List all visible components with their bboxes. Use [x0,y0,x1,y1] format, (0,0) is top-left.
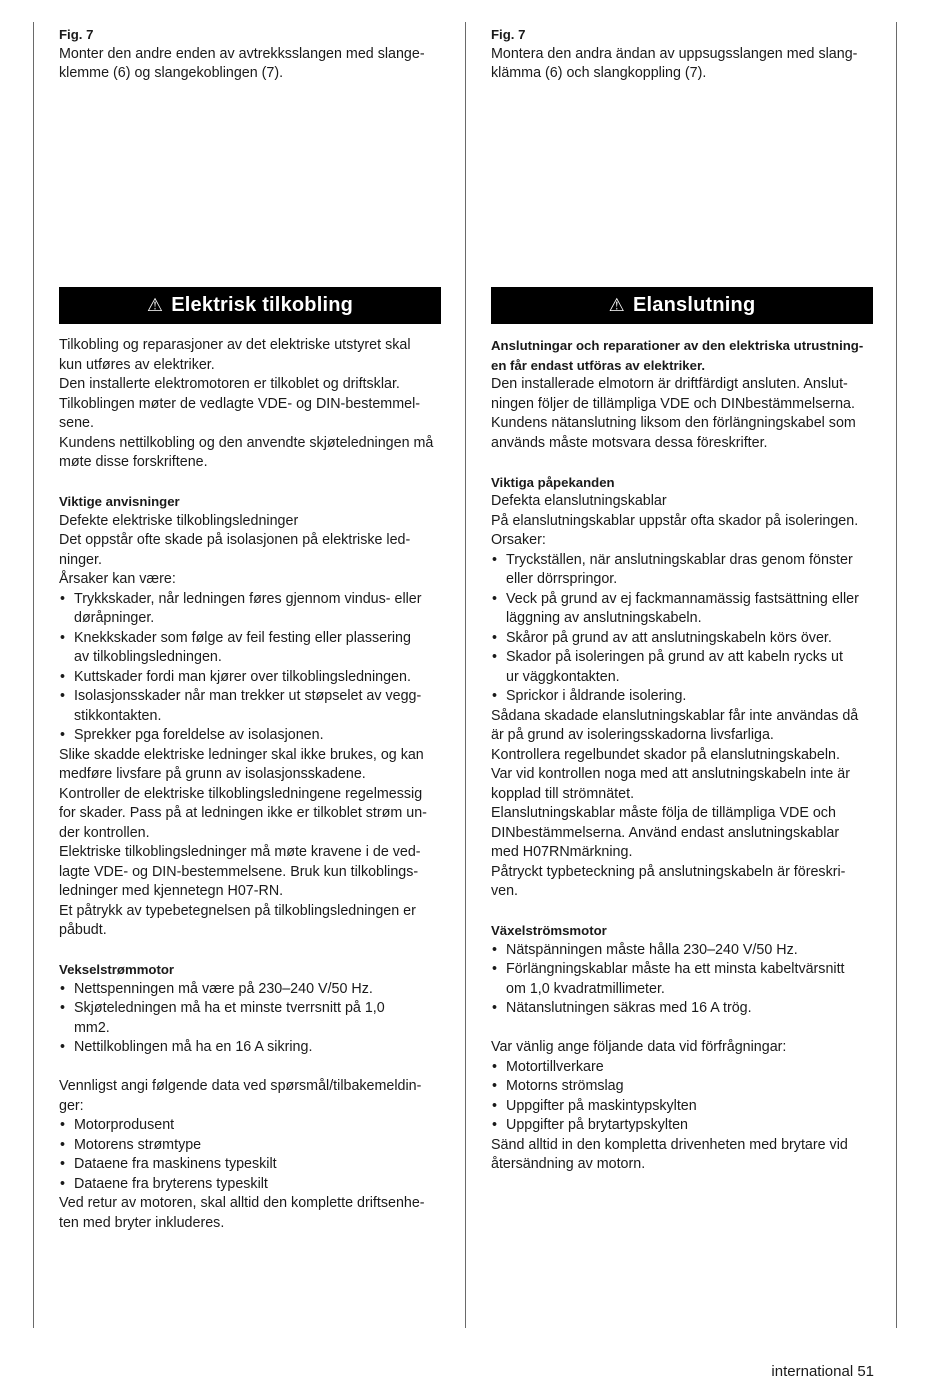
list-item-line: • Sprickor i åldrande isolering. [506,688,687,704]
left-fig-caption [59,25,441,84]
right-bullets-data [491,1058,873,1136]
list-item [59,629,441,668]
text-line: Monter den andre enden av avtrekksslangen med slange- [59,45,425,62]
right-block-2 [491,707,873,902]
left-section-banner [59,287,441,324]
right-block-1 [491,492,873,551]
list-item-line: • Isolasjonsskader når man trekker ut støpselet av vegg- [74,688,422,704]
left-heading-important: Viktige anvisninger [59,494,180,509]
right-fig-text [491,45,873,84]
list-item-line: läggning av anslutningskabeln. [506,610,702,626]
list-item [59,999,441,1038]
right-intro-bold [491,336,873,375]
left-heading-motor: Vekselstrømmotor [59,962,175,977]
text-line: Slike skadde elektriske ledninger skal ikke brukes, og kan [59,746,424,763]
text-line: ninger. [59,551,102,568]
list-item [491,1077,873,1097]
right-heading-important: Viktiga påpekanden [491,474,615,490]
right-section-banner [491,287,873,324]
right-fig-caption [491,25,873,84]
text-line: Tilkobling og reparasjoner av det elektriske utstyret skal [59,337,411,353]
text-line: ger: [59,1097,84,1114]
text-line: med H07RNmärkning. [491,844,633,860]
text-line: klämma (6) och slangkoppling (7). [491,65,707,81]
text-line: der kontrollen. [59,824,150,841]
page-footer: international 51 [771,1363,874,1380]
list-item-line: • Motorprodusent [74,1117,175,1133]
list-item [59,590,441,629]
right-block-3 [491,1038,873,1058]
list-item-line: om 1,0 kvadratmillimeter. [506,980,665,997]
text-line: ven. [491,883,519,899]
list-item-line: • Skåror på grund av att anslutningskabeln körs över. [506,629,832,646]
text-line: Et påtrykk av typebetegnelsen på tilkoblingsledningen er [59,902,416,919]
right-banner-title: Elanslutning [632,293,756,316]
text-line: Montera den andra ändan av uppsugsslangen med slang- [491,45,858,62]
center-column-rule [465,22,466,1328]
text-line: kopplad till strömnätet. [491,785,635,802]
left-margin-rule [33,22,34,1328]
text-line: Tilkoblingen møter de vedlagte VDE- og DIN-bestemmel- [59,395,421,412]
text-line: Ved retur av motoren, skal alltid den komplette driftsenhe- [59,1195,425,1211]
text-line: återsändning av motorn. [491,1156,646,1172]
list-item [491,629,873,649]
text-line: ten med bryter inkluderes. [59,1214,225,1231]
text-line: Elanslutningskablar måste följa de tillämpliga VDE och [491,805,836,821]
text-line: Kontrollera regelbundet skador på elanslutningskabeln. [491,746,840,763]
text-line: Den installerade elmotorn är driftfärdigt ansluten. Anslut- [491,376,848,392]
list-item [491,1116,873,1136]
list-item [491,941,873,961]
text-line: Defekta elanslutningskablar [491,493,667,509]
right-bullets-motor [491,941,873,1019]
text-line: Sådana skadade elanslutningskablar får inte användas då [491,707,859,724]
right-fig-label: Fig. 7 [491,27,526,42]
list-item [59,1136,441,1156]
list-item-line: • Nätanslutningen säkras med 16 A trög. [506,1000,752,1016]
list-item [491,1058,873,1078]
left-intro [59,336,441,473]
right-column [491,25,873,1265]
text-line: Årsaker kan være: [59,571,176,587]
left-block-4 [59,1194,441,1233]
text-line: Anslutningar och reparationer av den elektriska utrustning- [491,338,864,353]
text-line: lagte VDE- og DIN-bestemmelsene. Bruk kun tilkoblings- [59,863,419,880]
left-body [59,336,441,1233]
left-bullets-data [59,1116,441,1194]
warning-triangle-icon: ⚠ [608,294,625,315]
text-line: Det oppstår ofte skade på isolasjonen på elektriske led- [59,532,411,548]
text-line: Defekte elektriske tilkoblingsledninger [59,512,299,529]
text-line: Kundens nettilkobling og den anvendte skjøteledningen må [59,434,434,451]
list-item-line: mm2. [74,1019,110,1036]
right-block-4 [491,1136,873,1175]
text-line: Vennligst angi følgende data ved spørsmål/tilbakemeldin- [59,1078,422,1094]
list-item-line: stikkontakten. [74,707,162,724]
text-line: Den installerte elektromotoren er tilkoblet og driftsklar. [59,376,400,392]
text-line: Elektriske tilkoblingsledninger må møte kravene i de ved- [59,844,421,860]
list-item-line: • Motorens strømtype [74,1136,202,1153]
text-line: sene. [59,415,94,431]
list-item [59,1116,441,1136]
text-line: ledninger med kjennetegn H07-RN. [59,883,284,899]
text-line: Sänd alltid in den kompletta drivenheten med brytare vid [491,1136,848,1153]
list-item-line: • Motortillverkare [506,1058,604,1075]
left-fig-text [59,45,441,84]
list-item [491,687,873,707]
list-item-line: • Trykkskader, når ledningen føres gjennom vindus- eller [74,590,422,607]
list-item [59,668,441,688]
list-item-line: • Motorns strömslag [506,1078,624,1094]
left-block-2 [59,746,441,941]
list-item-line: • Uppgifter på brytartypskylten [506,1117,688,1133]
text-line: DINbestämmelserna. Använd endast anslutningskablar [491,824,840,841]
list-item-line: • Uppgifter på maskintypskylten [506,1097,697,1114]
right-bullets-causes [491,551,873,707]
list-item-line: • Nätspänningen måste hålla 230–240 V/50 Hz. [506,941,798,958]
text-line: medføre livsfare på grunn av isolasjonsskadene. [59,766,366,782]
left-bullets-motor [59,980,441,1058]
list-item-line: • Skador på isoleringen på grund av att kabeln rycks ut [506,649,843,665]
list-item-line: • Nettspenningen må være på 230–240 V/50 Hz. [74,980,373,997]
list-item [491,1097,873,1117]
list-item-line: • Dataene fra bryterens typeskilt [74,1175,268,1192]
text-line: På elanslutningskablar uppstår ofta skador på isoleringen. [491,512,859,529]
right-intro [491,375,873,453]
list-item [491,960,873,999]
text-line: en får endast utföras av elektriker. [491,357,706,373]
text-line: Var vid kontrollen noga med att anslutningskabeln inte är [491,766,850,782]
text-line: for skader. Pass på at ledningen ikke er tilkoblet strøm un- [59,805,427,821]
text-line: Kundens nätanslutning liksom den förlängningskabel som [491,415,856,431]
list-item [491,551,873,590]
list-item-line: døråpninger. [74,610,155,626]
list-item-line: • Knekkskader som følge av feil festing eller plassering [74,629,411,646]
text-line: är på grund av isoleringsskadorna livsfarliga. [491,727,774,743]
list-item-line: • Förlängningskablar måste ha ett minsta kabeltvärsnitt [506,961,845,977]
list-item-line: • Tryckställen, när anslutningskablar dras genom fönster [506,551,853,568]
warning-triangle-icon: ⚠ [146,294,164,315]
list-item-line: • Skjøteledningen må ha et minste tverrsnitt på 1,0 [74,1000,385,1016]
left-bullets-causes [59,590,441,746]
list-item-line: • Sprekker pga foreldelse av isolasjonen. [74,727,324,743]
list-item-line: • Veck på grund av ej fackmannamässig fastsättning eller [506,590,859,607]
text-line: ningen följer de tillämpliga VDE och DINbestämmelserna. [491,395,855,412]
list-item [491,648,873,687]
list-item-line: • Kuttskader fordi man kjører over tilkoblingsledningen. [74,668,411,685]
left-block-1 [59,512,441,590]
list-item [59,1175,441,1195]
left-banner-title: Elektrisk tilkobling [171,293,354,316]
text-line: Påtryckt typbeteckning på anslutningskabeln är föreskri- [491,863,846,880]
text-line: Orsaker: [491,532,546,548]
text-line: møte disse forskriftene. [59,454,208,470]
list-item-line: eller dörrspringor. [506,571,618,587]
text-line: klemme (6) og slangekoblingen (7). [59,65,284,81]
text-line: kun utføres av elektriker. [59,356,215,373]
list-item [59,687,441,726]
text-line: påbudt. [59,922,107,938]
list-item [59,1155,441,1175]
list-item [491,590,873,629]
left-block-3 [59,1077,441,1116]
list-item [59,980,441,1000]
right-body [491,336,873,1175]
list-item-line: • Dataene fra maskinens typeskilt [74,1156,277,1172]
list-item-line: av tilkoblingsledningen. [74,649,222,665]
right-margin-rule [896,22,897,1328]
left-fig-label: Fig. 7 [59,27,94,42]
text-line: används måste motsvara dessa föreskrifter. [491,434,768,451]
list-item [491,999,873,1019]
list-item [59,1038,441,1058]
right-heading-motor: Växelströmsmotor [491,923,607,938]
list-item-line: ur väggkontakten. [506,668,620,685]
text-line: Kontroller de elektriske tilkoblingsledningene regelmessig [59,785,423,802]
list-item-line: • Nettilkoblingen må ha en 16 A sikring. [74,1039,313,1055]
left-column [59,25,441,1265]
list-item [59,726,441,746]
text-line: Var vänlig ange följande data vid förfrågningar: [491,1039,787,1055]
